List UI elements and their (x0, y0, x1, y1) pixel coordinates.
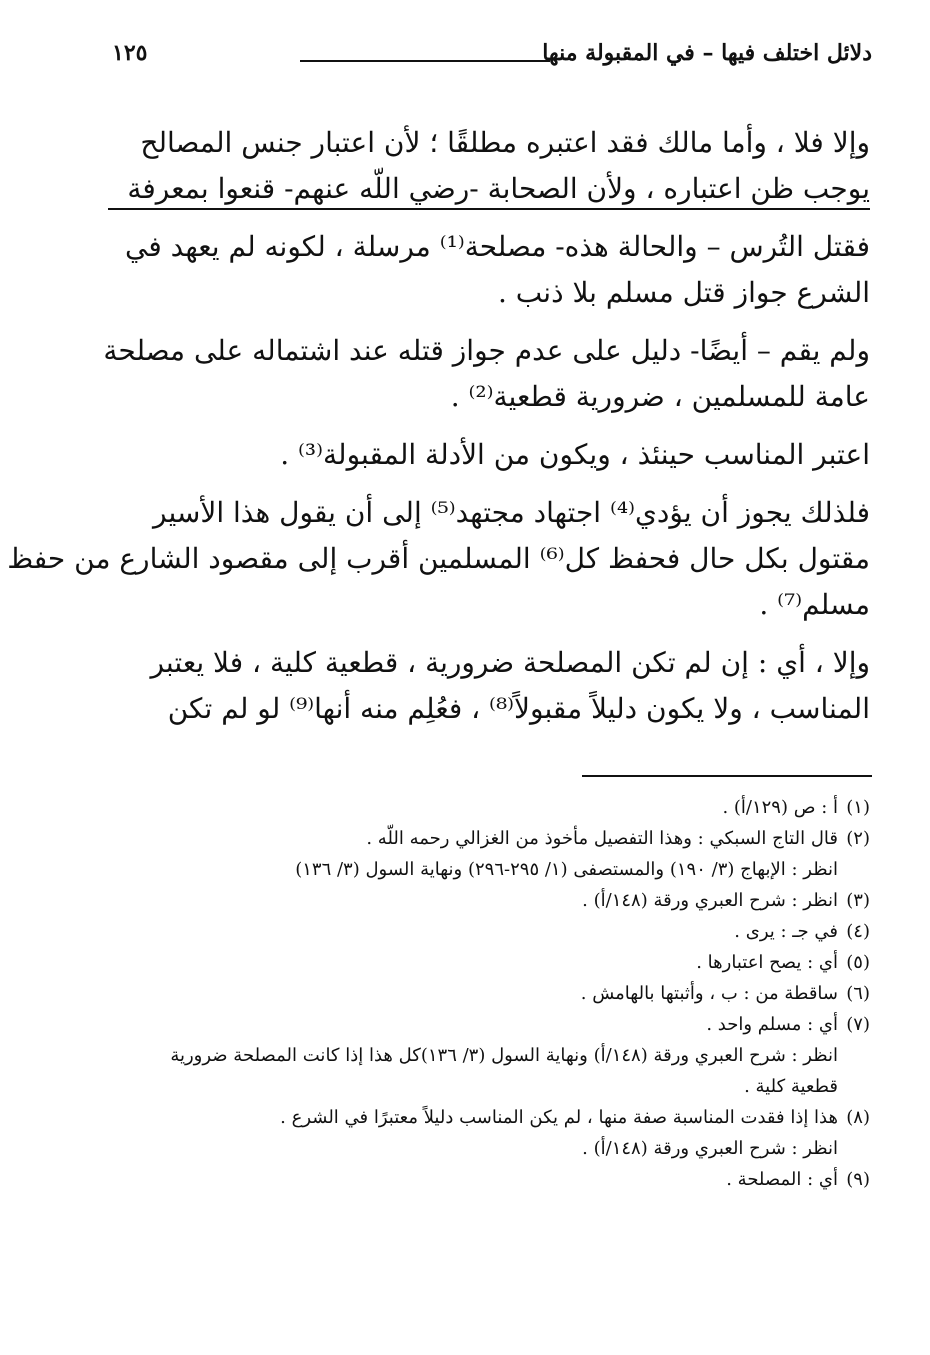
text-line: ولم يقم – أيضًا- دليل على عدم جواز قتله عند اشتماله على مصلحة (103, 334, 870, 367)
text-line: المناسب ، ولا يكون دليلاً مقبولاً⁽⁸⁾ ، فعُلِم منه أنها⁽⁹⁾ لو لم تكن (167, 692, 870, 725)
running-title: دلائل اختلف فيها – في المقبولة منها (542, 40, 872, 66)
paragraph (108, 224, 870, 316)
footnote-number: (١) (846, 797, 870, 818)
footnote (108, 1102, 870, 1133)
footnote-text: هذا إذا فقدت المناسبة صفة منها ، لم يكن المناسب دليلاً معتبرًا في الشرع . (280, 1107, 838, 1128)
text-line: وإلا فلا ، وأما مالك فقد اعتبره مطلقًا ؛ لأن اعتبار جنس المصالح (140, 126, 870, 159)
footnote-separator (582, 775, 872, 777)
footnote-number: (٧) (846, 1014, 870, 1035)
footnote (108, 916, 870, 947)
text-line: الشرع جواز قتل مسلم بلا ذنب . (498, 276, 870, 309)
footnote (108, 1009, 870, 1040)
footnote (108, 947, 870, 978)
text-line: اعتبر المناسب حينئذ ، ويكون من الأدلة المقبولة⁽³⁾ . (280, 438, 870, 471)
footnote-text: قال التاج السبكي : وهذا التفصيل مأخوذ من الغزالي رحمه اللّه . (366, 828, 838, 849)
footnote-text: انظر : شرح العبري ورقة (١٤٨/أ) . (582, 890, 838, 911)
footnote-continuation: انظر : شرح العبري ورقة (١٤٨/أ) . (582, 1138, 838, 1159)
footnote (108, 1164, 870, 1195)
footnote-continuation: انظر : الإبهاج (٣/ ١٩٠) والمستصفى (١/ ٢٩٥-٢٩٦) ونهاية السول (٣/ ١٣٦) (295, 859, 838, 880)
paragraph (108, 120, 870, 210)
footnote (108, 885, 870, 916)
header-rule (300, 60, 550, 62)
footnote-number: (٩) (846, 1169, 870, 1190)
text-line: عامة للمسلمين ، ضرورية قطعية⁽²⁾ . (450, 380, 870, 413)
footnote-continuation: انظر : شرح العبري ورقة (١٤٨/أ) ونهاية السول (٣/ ١٣٦)كل هذا إذا كانت المصلحة ضرورية (170, 1045, 838, 1066)
footnote-continuation: قطعية كلية . (744, 1076, 838, 1097)
footnote-text: في جـ : يرى . (734, 921, 838, 942)
footnote-text: أي : المصلحة . (726, 1169, 838, 1190)
text-line: مقتول بكل حال فحفظ كل⁽⁶⁾ المسلمين أقرب إلى مقصود الشارع من حفظ (7, 542, 870, 575)
footnote-number: (٨) (846, 1107, 870, 1128)
footnote-text: أ : ص (١٢٩/أ) . (722, 797, 838, 818)
text-line: مسلم⁽⁷⁾ . (759, 588, 870, 621)
footnote-text: أي : مسلم واحد . (706, 1014, 838, 1035)
main-text (7, 120, 870, 744)
text-line: فقتل التُرس – والحالة هذه- مصلحة⁽¹⁾ مرسلة ، لكونه لم يعهد في (125, 230, 870, 263)
paragraph (108, 640, 870, 732)
paragraph (103, 328, 870, 420)
footnote-number: (٢) (846, 828, 870, 849)
footnotes (108, 792, 870, 1195)
footnote (108, 978, 870, 1009)
text-line: فلذلك يجوز أن يؤدي⁽⁴⁾ اجتهاد مجتهد⁽⁵⁾ إلى أن يقول هذا الأسير (153, 496, 870, 529)
paragraph (7, 490, 870, 628)
footnote (108, 823, 870, 854)
page-header (112, 38, 872, 78)
footnote-text: ساقطة من : ب ، وأثبتها بالهامش . (580, 983, 838, 1004)
page-number: ١٢٥ (112, 40, 148, 66)
text-line: وإلا ، أي : إن لم تكن المصلحة ضرورية ، قطعية كلية ، فلا يعتبر (150, 646, 870, 679)
paragraph (108, 432, 870, 478)
footnote-text: أي : يصح اعتبارها . (696, 952, 838, 973)
footnote-number: (٤) (846, 921, 870, 942)
footnote-number: (٥) (846, 952, 870, 973)
text-line: يوجب ظن اعتباره ، ولأن الصحابة -رضي اللّه عنهم- قنعوا بمعرفة (127, 172, 870, 205)
footnote-number: (٦) (846, 983, 870, 1004)
footnote-number: (٣) (846, 890, 870, 911)
footnote (108, 792, 870, 823)
